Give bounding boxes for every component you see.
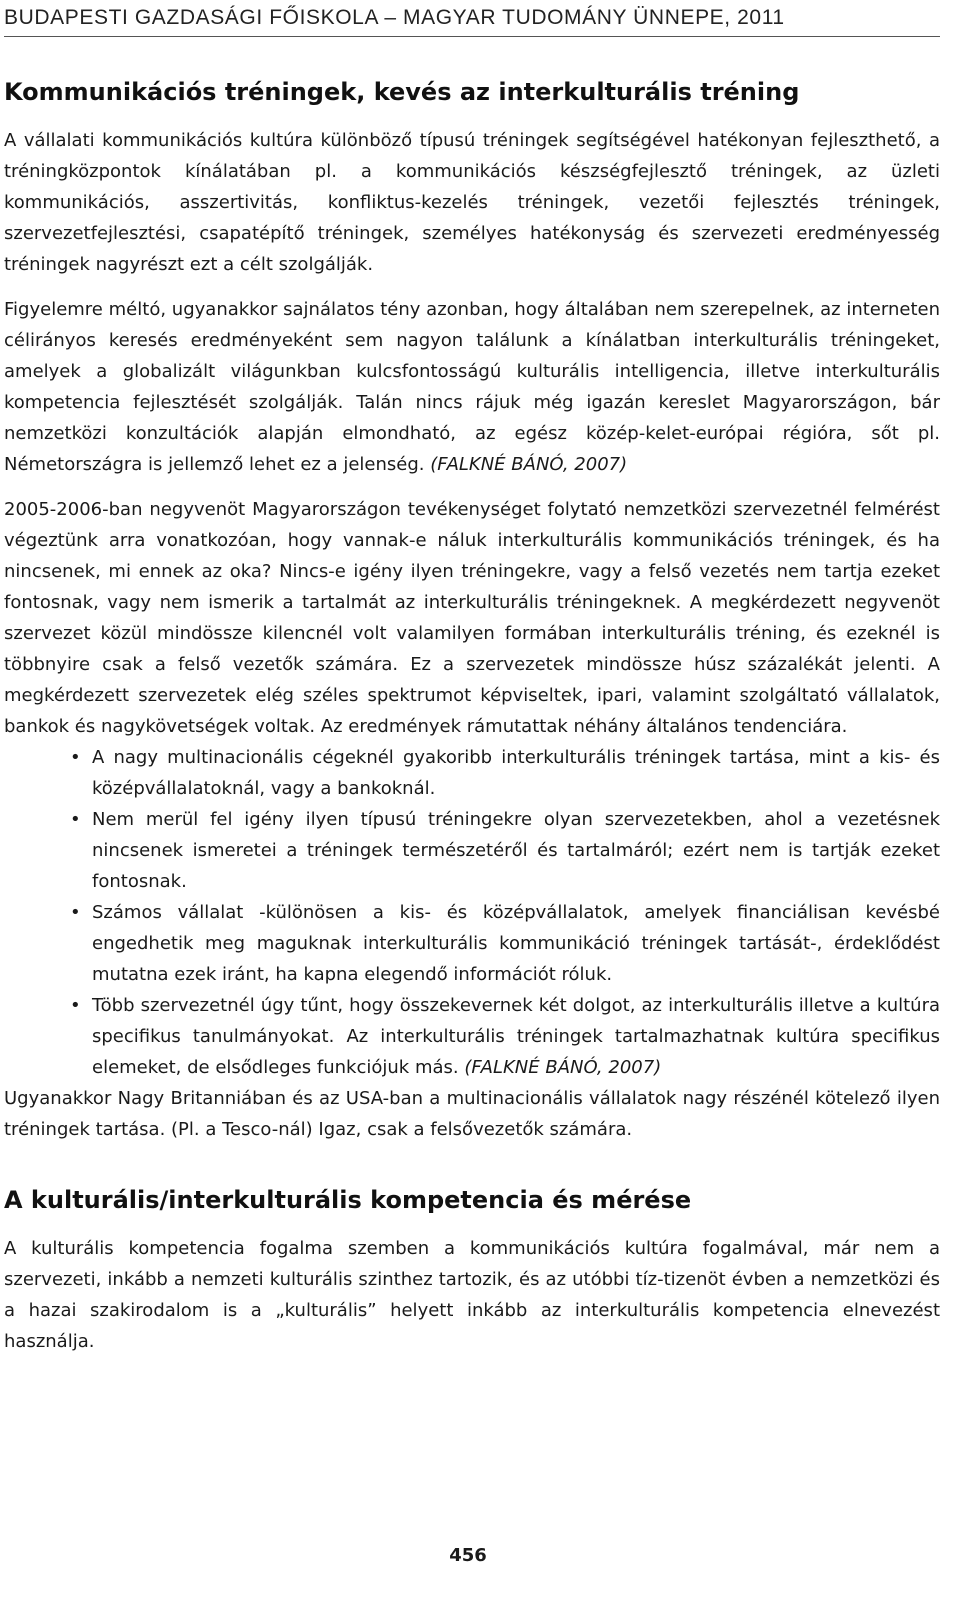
bullet-icon: • — [70, 995, 81, 1016]
bullet-icon: • — [70, 747, 81, 768]
section-heading-communication-trainings: Kommunikációs tréningek, kevés az interkulturális tréning — [4, 78, 800, 106]
citation: (FALKNÉ BÁNÓ, 2007) — [464, 1057, 662, 1078]
bullet-icon: • — [70, 902, 81, 923]
running-header: BUDAPESTI GAZDASÁGI FŐISKOLA – MAGYAR TUDOMÁNY ÜNNEPE, 2011 — [4, 0, 940, 37]
paragraph-survey: 2005-2006-ban negyvenöt Magyarországon tevékenységet folytató nemzetközi szervezetnél felmérést végeztünk arra vonatkozóan, hogy vannak-e náluk interkulturális kommunikációs tréningek, és ha nincsenek, mi ennek az oka? Nincs-e igény ilyen tréningekre, vagy a felső vezetés nem tartja ezeket fontosnak, vagy nem ismerik a tartalmát az interkulturális tréningeknek. A megkérdezett negyvenöt szervezet közül mindössze kilencnél volt valamilyen formában interkulturális tréning, és ezeknél is többnyire csak a felső vezetők számára. Ez a szervezetek mindössze húsz százalékát jelenti. A megkérdezett szervezetek elég széles spektrumot képviseltek, ipari, valamint szolgáltató vállalatok, bankok és nagykövetségek voltak. Az eredmények rámutattak néhány általános tendenciára. — [4, 499, 940, 737]
findings-list — [4, 742, 940, 1083]
list-item — [70, 804, 940, 897]
list-item-text: Több szervezetnél úgy tűnt, hogy összekevernek két dolgot, az interkulturális illetve a kultúra specifikus tanulmányokat. Az interkulturális tréningek tartalmazhatnak kultúra specifikus elemeket, de elsődleges funkciójuk más. — [92, 995, 940, 1078]
paragraph-cultural-competence: A kulturális kompetencia fogalma szemben a kommunikációs kultúra fogalmával, már nem a szervezeti, inkább a nemzeti kulturális szinthez tartozik, és az utóbbi tíz-tizenöt évben a nemzetközi és a hazai szakirodalom is a „kulturális” helyett inkább az interkulturális kompetencia elnevezést használja. — [4, 1238, 940, 1352]
document-page — [4, 0, 940, 1357]
paragraph-uk-usa: Ugyanakkor Nagy Britanniában és az USA-ban a multinacionális vállalatok nagy részénél kötelező ilyen tréningek tartása. (Pl. a Tesco-nál) Igaz, csak a felsővezetők számára. — [4, 1088, 940, 1140]
paragraph-noteworthy — [4, 294, 940, 480]
list-item — [70, 742, 940, 804]
paragraph-noteworthy-text: Figyelemre méltó, ugyanakkor sajnálatos tény azonban, hogy általában nem szerepelnek, az interneten célirányos keresés eredményeként sem nagyon találunk a kínálatban interkulturális tréningeket, amelyek a globalizált világunkban kulcsfontosságú kulturális intelligencia, illetve interkulturális kompetencia fejlesztését szolgálják. Talán nincs rájuk még igazán kereslet Magyarországon, bár nemzetközi konzultációk alapján elmondható, az egész közép-kelet-európai régióra, sőt pl. Németországra is jellemző lehet ez a jelenség. — [4, 299, 940, 475]
list-item-text: Nem merül fel igény ilyen típusú tréningekre olyan szervezetekben, ahol a vezetésnek nincsenek ismeretei a tréningek természetéről és tartalmáról; ezért nem is tartják ezeket fontosnak. — [92, 809, 940, 892]
list-item-text: Számos vállalat -különösen a kis- és középvállalatok, amelyek financiálisan kevésbé engedhetik meg maguknak interkulturális kommunikáció tréningek tartását-, érdeklődést mutatna ezek iránt, ha kapna elegendő információt róluk. — [92, 902, 940, 985]
list-item — [70, 990, 940, 1083]
citation: (FALKNÉ BÁNÓ, 2007) — [430, 454, 628, 475]
page-number: 456 — [449, 1545, 487, 1566]
list-item — [70, 897, 940, 990]
bullet-icon: • — [70, 809, 81, 830]
section-heading-cultural-competence: A kulturális/interkulturális kompetencia és mérése — [4, 1186, 692, 1214]
list-item-text: A nagy multinacionális cégeknél gyakoribb interkulturális tréningek tartása, mint a kis- és középvállalatoknál, vagy a bankoknál. — [92, 747, 940, 799]
paragraph-corporate-culture: A vállalati kommunikációs kultúra különböző típusú tréningek segítségével hatékonyan fejleszthető, a tréningközpontok kínálatában pl. a kommunikációs készségfejlesztő tréningek, az üzleti kommunikációs, asszertivitás, konfliktus-kezelés tréningek, vezetői fejlesztés tréningek, szervezetfejlesztési, csapatépítő tréningek, személyes hatékonyság és szervezeti eredményesség tréningek nagyrészt ezt a célt szolgálják. — [4, 130, 940, 275]
